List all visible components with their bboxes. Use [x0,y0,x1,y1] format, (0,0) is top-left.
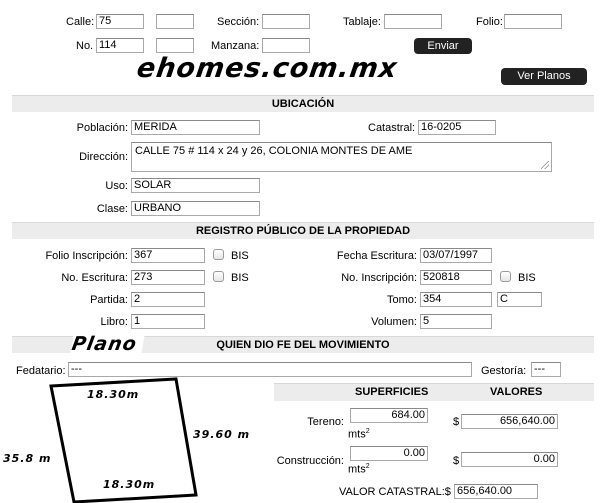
libro-label: Libro: [100,316,128,328]
construccion-currency: $ [453,455,460,467]
plano-left-measure: 35.8 m [3,452,52,465]
terreno-superficie-input[interactable]: 684.00 [350,408,428,423]
fe-header: QUIEN DIO FE DEL MOVIMIENTO [12,336,594,353]
fecha-escritura-input[interactable]: 03/07/1997 [420,248,492,263]
calle-label: Calle: [66,16,95,28]
construccion-unit: mts$^2$ [348,463,370,476]
partida-label: Partida: [90,294,128,306]
no-label: No. [76,40,94,52]
valor-catastral-label: VALOR CATASTRAL:$ [339,486,451,498]
uso-label: Uso: [105,180,128,192]
terreno-label: Tereno: [307,416,344,428]
tablaje-label: Tablaje: [343,16,381,28]
fedatario-label: Fedatario: [16,365,66,377]
no-input-2[interactable] [156,38,194,53]
plano-right-measure: 39.60 m [193,428,251,441]
bis-checkbox-1[interactable] [213,249,224,260]
terreno-currency: $ [453,416,460,428]
calle-input[interactable]: 75 [96,14,144,29]
plano-top-measure: 18.30m [87,388,140,401]
construccion-valor-input[interactable]: 0.00 [461,452,558,467]
superficies-header: SUPERFICIES [355,386,429,398]
tomo-input[interactable]: 354 [420,292,492,307]
registro-header: REGISTRO PÚBLICO DE LA PROPIEDAD [12,222,594,239]
folio-inscripcion-label: Folio Inscripción: [45,250,128,262]
textarea-resize-handle[interactable] [541,161,549,169]
volumen-label: Volumen: [371,316,417,328]
folio-input[interactable] [504,14,562,29]
poblacion-input[interactable]: MERIDA [131,120,260,135]
plano-logo: Plano [70,333,145,355]
libro-input[interactable]: 1 [131,314,205,329]
partida-input[interactable]: 2 [131,292,205,307]
bis-label-2: BIS [231,272,249,284]
construccion-label: Construcción: [276,455,344,467]
direccion-label: Dirección: [79,151,128,163]
clase-input[interactable]: URBANO [131,201,260,216]
poblacion-label: Población: [76,122,128,134]
calle-input-2[interactable] [156,14,194,29]
fecha-escritura-label: Fecha Escritura: [336,250,417,262]
volumen-input[interactable]: 5 [420,314,492,329]
uso-input[interactable]: SOLAR [131,178,260,193]
valor-catastral-input[interactable]: 656,640.00 [454,484,538,499]
no-input[interactable]: 114 [96,38,144,53]
tomo-input-2[interactable]: C [497,292,542,307]
ehomes-logo: ehomes.com.mx [134,53,400,84]
valores-header-bar [274,383,594,401]
manzana-input[interactable] [262,38,310,53]
seccion-label: Sección: [217,16,260,28]
tomo-label: Tomo: [387,294,417,306]
terreno-valor-input[interactable]: 656,640.00 [461,414,558,429]
clase-label: Clase: [96,203,128,215]
bis-checkbox-3[interactable] [500,271,511,282]
no-inscripcion-label: No. Inscripción: [341,272,417,284]
no-escritura-label: No. Escritura: [61,272,128,284]
gestoria-label: Gestoría: [481,365,527,377]
direccion-textarea[interactable]: CALLE 75 # 114 x 24 y 26, COLONIA MONTES DE AME [131,142,552,172]
ubicacion-header: UBICACIÓN [12,95,594,112]
folio-label: Folio: [476,16,503,28]
no-inscripcion-input[interactable]: 520818 [420,270,492,285]
construccion-superficie-input[interactable]: 0.00 [350,446,428,461]
no-escritura-input[interactable]: 273 [131,270,205,285]
tablaje-input[interactable] [384,14,442,29]
seccion-input[interactable] [262,14,310,29]
bis-checkbox-2[interactable] [213,271,224,282]
manzana-label: Manzana: [211,40,260,52]
plano-bottom-measure: 18.30m [103,478,156,491]
fedatario-input[interactable]: --- [68,362,472,377]
catastral-label: Catastral: [368,122,416,134]
bis-label-3: BIS [518,272,536,284]
bis-label-1: BIS [231,250,249,262]
gestoria-input[interactable]: --- [531,362,561,377]
ver-planos-button[interactable]: Ver Planos [501,68,587,85]
valores-header: VALORES [490,386,543,398]
terreno-unit: mts$^2$ [348,428,370,441]
catastral-input[interactable]: 16-0205 [418,120,496,135]
enviar-button[interactable]: Enviar [414,38,472,54]
folio-inscripcion-input[interactable]: 367 [131,248,205,263]
